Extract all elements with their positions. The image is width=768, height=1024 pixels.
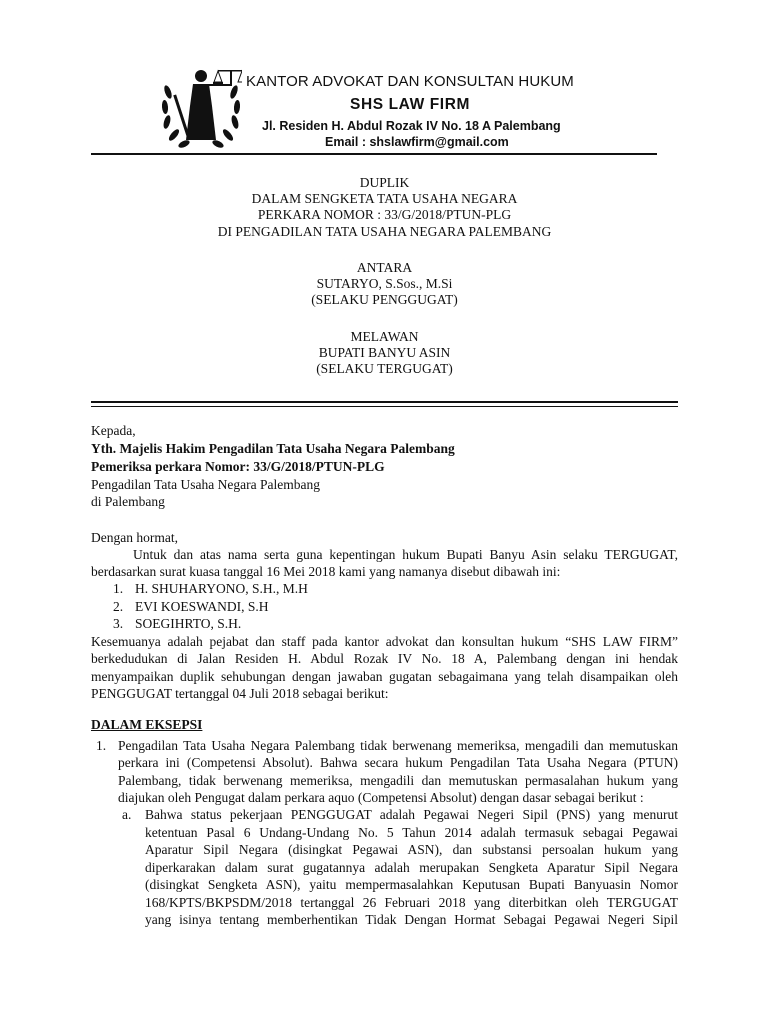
plaintiff-role: (SELAKU PENGGUGAT) [311,292,458,308]
section-divider [91,401,678,407]
melawan-label: MELAWAN [350,329,419,344]
subitem-letter: a. [122,807,132,822]
plaintiff-name: SUTARYO, S.Sos., M.Si [316,276,453,292]
title-line: DUPLIK [359,175,410,190]
lawyer-number: 2. [113,599,124,614]
lawyer-number: 3. [113,616,124,631]
subitem-line: ketentuan Pasal 6 Undang-Undang No. 5 Tahun 2014 adalah termasuk sebagai Pegawai [145,825,678,840]
subitem-line: Aparatur Sipil Negara (disingkat Pegawai ASN), dan substansi persoalan hukum yang [145,842,678,857]
item-number: 1. [96,738,107,753]
firm-email: Email : shslawfirm@gmail.com [325,135,509,149]
section-heading: DALAM EKSEPSI [91,717,203,732]
item-line: Palembang, tidak berwenang memeriksa, mengadili dan memutuskan permasalahan hukum yang [118,773,678,788]
item-line: perkara ini (Competensi Absolut). Bahwa secara hukum Pengadilan Tata Usaha Negara (PTUN) [118,755,678,770]
paragraph-line: berkedudukan di Jalan Residen H. Abdul Rozak IV No. 18 A, Palembang dengan ini hendak [91,651,678,666]
addressee-line: Pengadilan Tata Usaha Negara Palembang [91,477,320,492]
title-line: PERKARA NOMOR : 33/G/2018/PTUN-PLG [257,207,512,223]
addressee-line: di Palembang [91,494,165,509]
parties-plaintiff [91,260,678,309]
subitem-line: Bahwa status pekerjaan PENGGUGAT adalah Pegawai Negeri Sipil (PNS) yang menurut [145,807,678,822]
firm-name: SHS LAW FIRM [350,96,470,113]
document-title [91,175,678,240]
law-firm-logo [160,62,242,152]
paragraph-line: Kesemuanya adalah pejabat dan staff pada kantor advokat dan konsultan hukum “SHS LAW FIRM” [91,634,678,649]
item-line: diajukan oleh Pengugat dalam perkara aquo (Competensi Absolut) dengan dasar sebagai berikut : [118,790,644,805]
parties-defendant [91,329,678,378]
firm-address: Jl. Residen H. Abdul Rozak IV No. 18 A Palembang [262,119,561,133]
kepada-label: Kepada, [91,423,136,438]
greeting: Dengan hormat, [91,530,178,545]
intro-line: Untuk dan atas nama serta guna kepentingan hukum Bupati Banyu Asin selaku TERGUGAT, [133,547,678,562]
paragraph-line: menyampaikan duplik sehubungan dengan jawaban gugatan sebagaimana yang telah disampaikan oleh [91,669,678,684]
subitem-line: (disingkat Sengketa ASN), yaitu mempermasalahkan Keputusan Bupati Banyuasin Nomor [145,877,678,892]
title-line: DALAM SENGKETA TATA USAHA NEGARA [251,191,518,207]
addressee-line: Yth. Majelis Hakim Pengadilan Tata Usaha Negara Palembang [91,441,455,456]
lawyer-name: H. SHUHARYONO, S.H., M.H [135,581,308,596]
paragraph-line: PENGGUGAT tertanggal 04 Juli 2018 sebagai berikut: [91,686,389,701]
subitem-line: yang isinya tentang memberhentikan Tidak Dengan Hormat Sebagai Pegawai Negeri Sipil [145,912,678,927]
lawyer-name: SOEGIHRTO, S.H. [135,616,242,631]
office-name: KANTOR ADVOKAT DAN KONSULTAN HUKUM [246,73,574,90]
subitem-line: 168/KPTS/BKPSDM/2018 tertanggal 26 Februari 2018 yang diterbitkan oleh TERGUGAT [145,895,678,910]
lawyer-name: EVI KOESWANDI, S.H [135,599,269,614]
antara-label: ANTARA [356,260,413,275]
subitem-line: diperkarakan dalam surat gugatannya adalah merupakan Sengketa Aparatur Sipil Negara [145,860,678,875]
addressee-line: Pemeriksa perkara Nomor: 33/G/2018/PTUN-PLG [91,459,385,474]
defendant-role: (SELAKU TERGUGAT) [316,361,453,377]
lawyer-number: 1. [113,581,124,596]
defendant-name: BUPATI BANYU ASIN [318,345,451,361]
title-line: DI PENGADILAN TATA USAHA NEGARA PALEMBANG [217,223,552,239]
letterhead-divider [91,153,657,155]
item-line: Pengadilan Tata Usaha Negara Palembang tidak berwenang memeriksa, mengadili dan memutuskan [118,738,678,753]
intro-line: berdasarkan surat kuasa tanggal 16 Mei 2018 kami yang namanya disebut dibawah ini: [91,564,561,579]
